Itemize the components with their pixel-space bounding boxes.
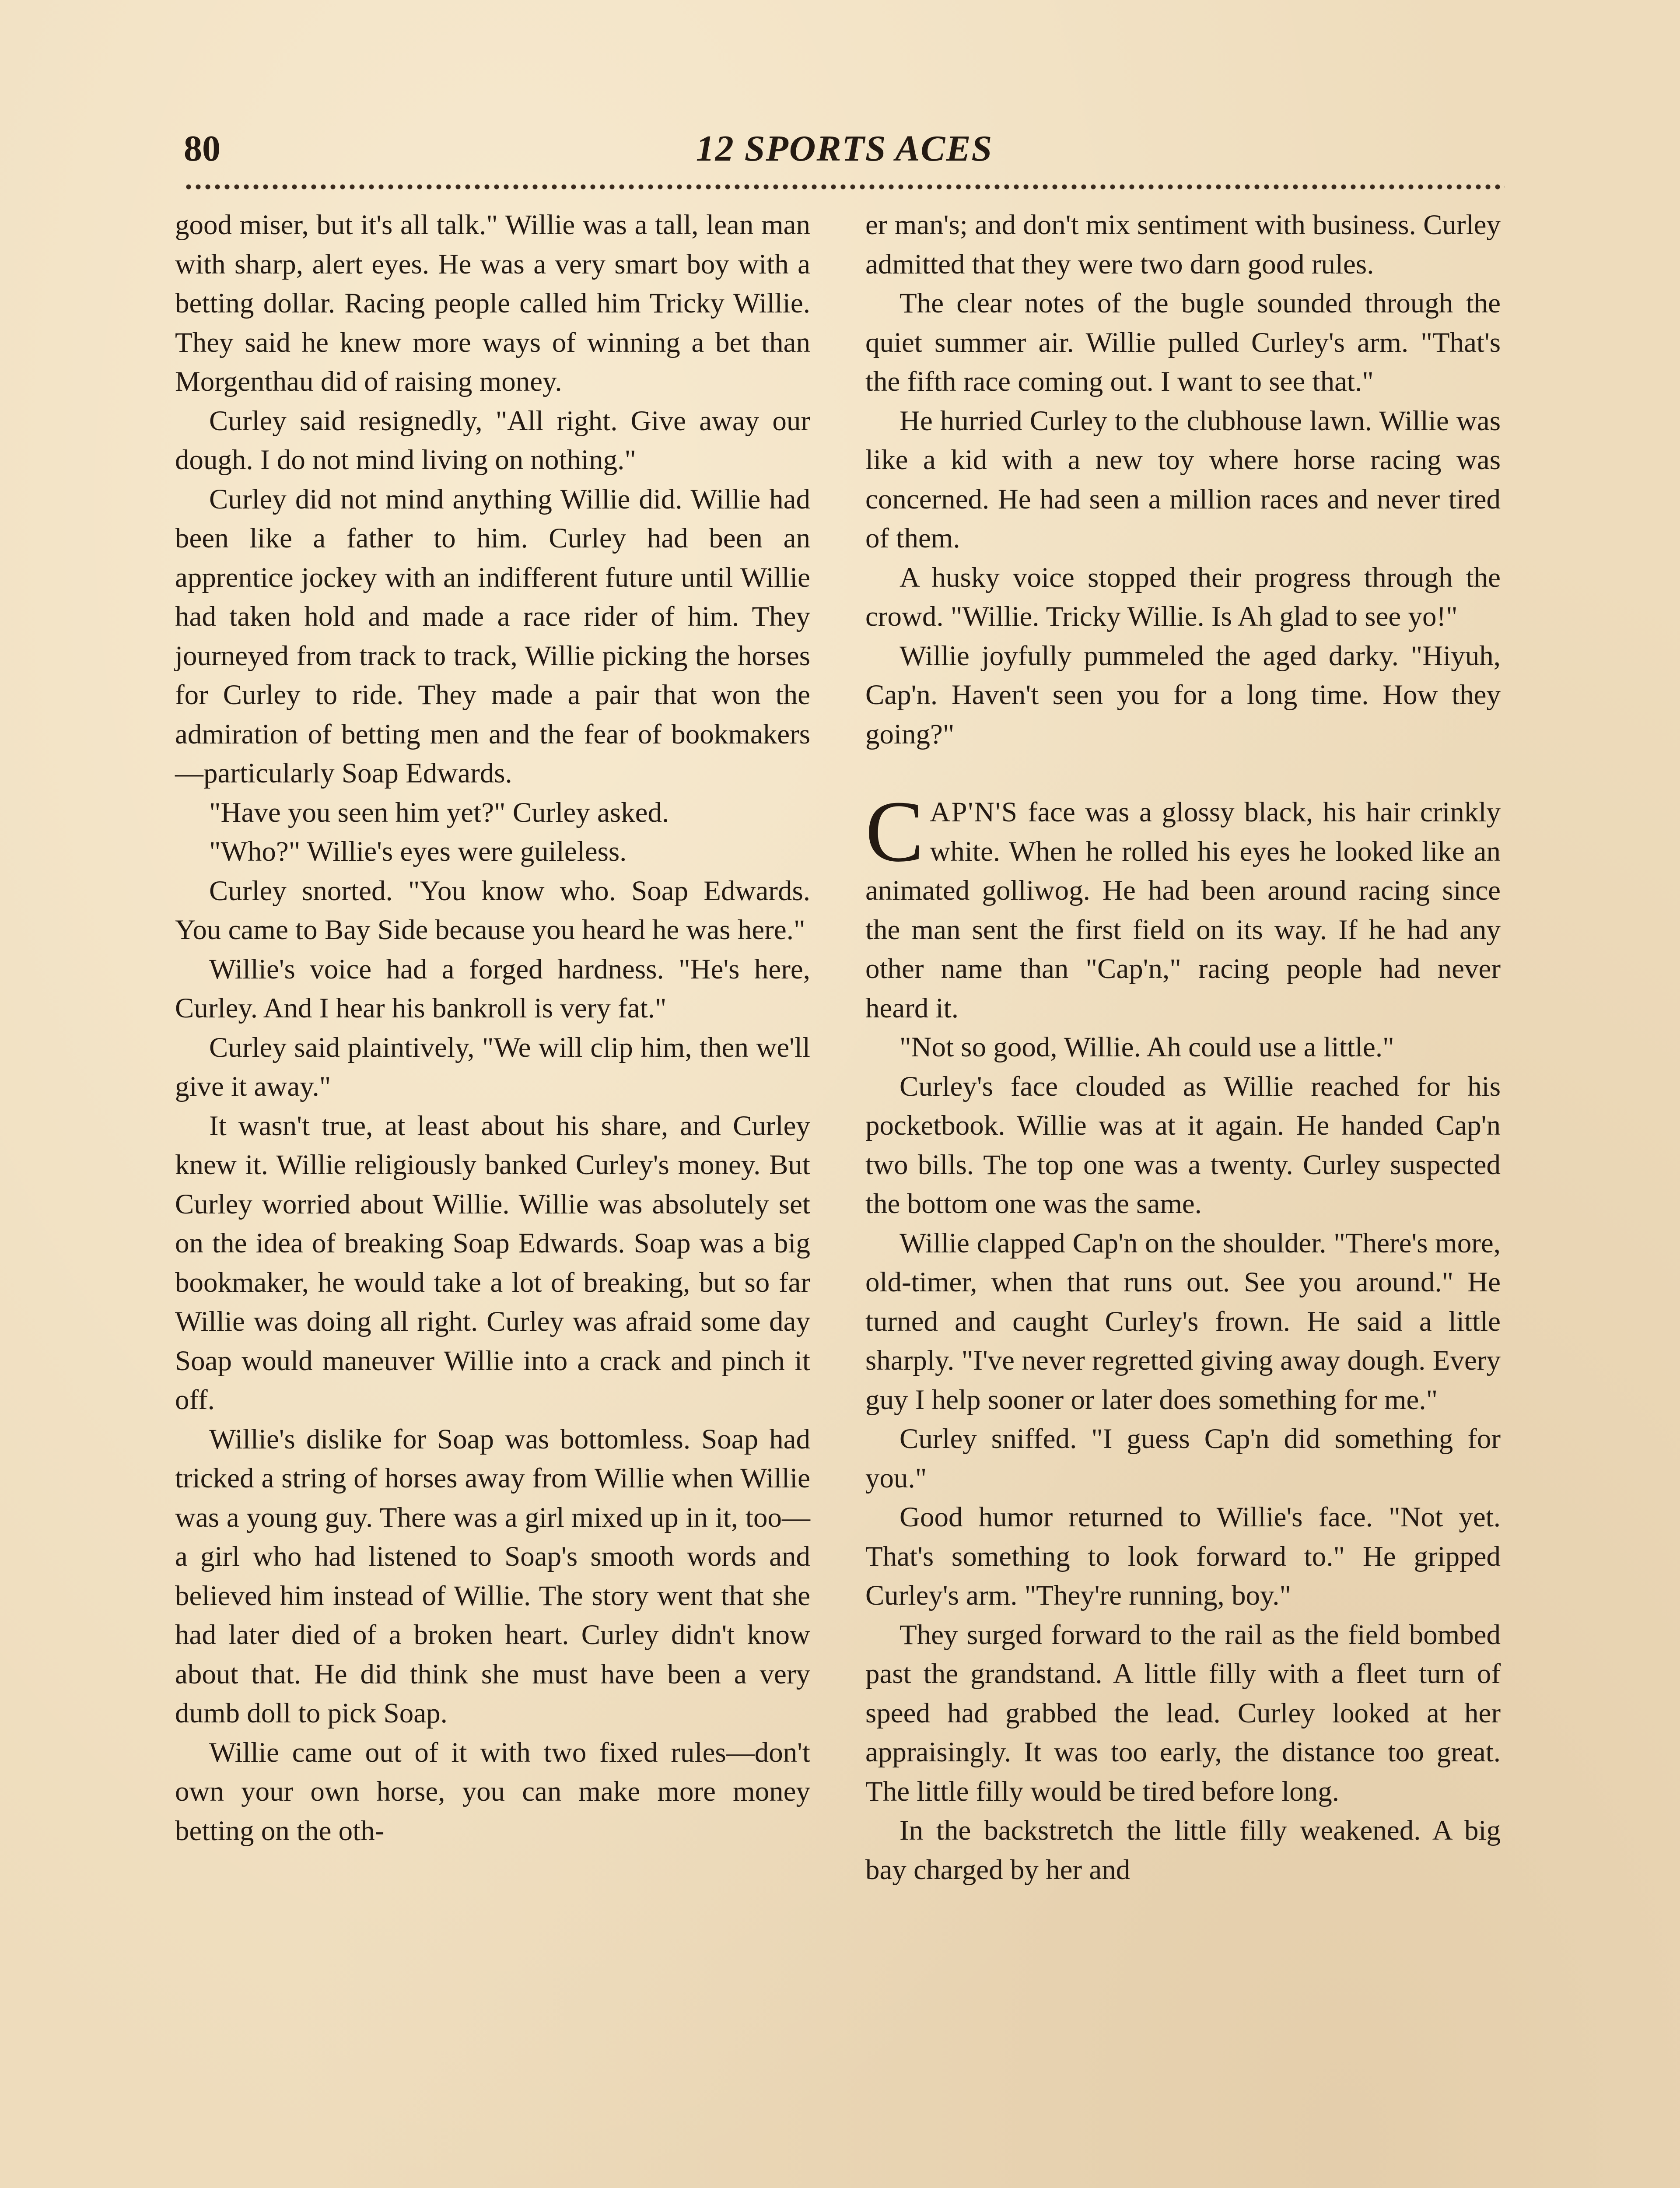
- paragraph: Willie clapped Cap'n on the shoulder. "There's more, old-timer, when that runs out. See you around." He turned and caught Curley's frown. He said a little sharply. "I've never regretted giving away dough. Every guy I help sooner or later does something for me.": [865, 1227, 1501, 1416]
- paragraph: "Have you seen him yet?" Curley asked.: [209, 796, 669, 828]
- page-header: [184, 118, 1505, 179]
- drop-cap-lead: AP'N'S: [930, 796, 1018, 828]
- paragraph: Curley snorted. "You know who. Soap Edwards. You came to Bay Side because you heard he was here.": [175, 875, 810, 946]
- paragraph: Curley did not mind anything Willie did. Willie had been like a father to him. Curley had been an apprentice jockey with an indifferent future until Willie had taken hold and made a race rider of him. They journeyed from track to track, Willie picking the horses for Curley to ride. They made a pair that won the admiration of betting men and the fear of bookmakers—particularly Soap Edwards.: [175, 483, 810, 789]
- paragraph: er man's; and don't mix sentiment with business. Curley admitted that they were two darn good rules.: [865, 209, 1501, 280]
- paragraph: Good humor returned to Willie's face. "Not yet. That's something to look forward to." He gripped Curley's arm. "They're running, boy.": [865, 1501, 1501, 1611]
- paragraph: He hurried Curley to the clubhouse lawn. Willie was like a kid with a new toy where horse racing was concerned. He had seen a million races and never tired of them.: [865, 405, 1501, 554]
- paragraph: good miser, but it's all talk." Willie was a tall, lean man with sharp, alert eyes. He was a very smart boy with a betting dollar. Racing people called him Tricky Willie. They said he knew more ways of winning a bet than Morgenthau did of raising money.: [175, 209, 810, 397]
- paragraph: Willie joyfully pummeled the aged darky. "Hiyuh, Cap'n. Haven't seen you for a long time. How they going?": [865, 640, 1501, 750]
- drop-cap-paragraph: [865, 783, 1501, 1028]
- paragraph: Curley said plaintively, "We will clip him, then we'll give it away.": [175, 1031, 810, 1102]
- paragraph: Curley's face clouded as Willie reached for his pocketbook. Willie was at it again. He handed Cap'n two bills. The top one was a twenty. Curley suspected the bottom one was the same.: [865, 1070, 1501, 1220]
- section-break: [865, 754, 1501, 793]
- dotted-divider: [184, 184, 1505, 190]
- magazine-title: 12 SPORTS ACES: [696, 128, 993, 169]
- paragraph: Curley sniffed. "I guess Cap'n did something for you.": [865, 1423, 1501, 1494]
- paragraph: They surged forward to the rail as the field bombed past the grandstand. A little filly with a fleet turn of speed had grabbed the lead. Curley looked at her appraisingly. It was too early, the distance too great. The little filly would be tired before long.: [865, 1619, 1501, 1807]
- drop-cap-paragraph-text: face was a glossy black, his hair crinkly white. When he rolled his eyes he looked like an animated golliwog. He had been around racing since the man sent the first field on its way. If he had any other name than "Cap'n," racing people had never heard it.: [865, 796, 1501, 1024]
- paragraph: The clear notes of the bugle sounded through the quiet summer air. Willie pulled Curley's arm. "That's the fifth race coming out. I want to see that.": [865, 288, 1501, 397]
- paragraph: In the backstretch the little filly weakened. A big bay charged by her and: [865, 1815, 1501, 1886]
- right-column: [865, 206, 1501, 1890]
- paragraph: It wasn't true, at least about his share, and Curley knew it. Willie religiously banked Curley's money. But Curley worried about Willie. Willie was absolutely set on the idea of breaking Soap Edwards. Soap was a big bookmaker, he would take a lot of breaking, but so far Willie was doing all right. Curley was afraid some day Soap would maneuver Willie into a crack and pinch it off.: [175, 1110, 810, 1416]
- paragraph: Curley said resignedly, "All right. Give away our dough. I do not mind living on nothing.": [175, 405, 810, 476]
- page-number: 80: [184, 128, 220, 169]
- paragraph: "Not so good, Willie. Ah could use a little.": [900, 1031, 1394, 1063]
- paragraph: "Who?" Willie's eyes were guileless.: [209, 836, 627, 867]
- paragraph: Willie came out of it with two fixed rules—don't own your own horse, you can make more money betting on the oth-: [175, 1736, 810, 1847]
- paragraph: Willie's voice had a forged hardness. "He's here, Curley. And I hear his bankroll is very fat.": [175, 953, 810, 1024]
- left-column: [175, 206, 810, 1851]
- drop-cap: C: [865, 783, 924, 880]
- paragraph: Willie's dislike for Soap was bottomless. Soap had tricked a string of horses away from Willie when Willie was a young guy. There was a girl mixed up in it, too—a girl who had listened to Soap's smooth words and believed him instead of Willie. The story went that she had later died of a broken heart. Curley didn't know about that. He did think she must have been a very dumb doll to pick Soap.: [175, 1423, 810, 1729]
- paragraph: A husky voice stopped their progress through the crowd. "Willie. Tricky Willie. Is Ah glad to see yo!": [865, 561, 1501, 632]
